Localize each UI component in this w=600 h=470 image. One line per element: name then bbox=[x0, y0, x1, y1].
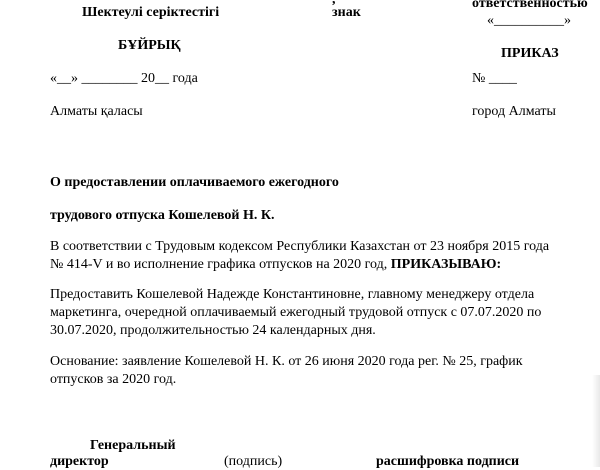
signature-position-line-1: Генеральный bbox=[90, 438, 176, 453]
order-paragraph: Предоставить Кошелевой Надежде Константиновне, главному менеджеру отдела маркетинга, очередной оплачиваемый ежегодный трудовой отпуск с 07.07.2020 по 30.07.2020, продолжительностью 24 календарных дня. bbox=[50, 287, 542, 338]
signature-label: (подпись) bbox=[224, 454, 283, 469]
page-edge-shadow bbox=[592, 375, 600, 467]
title-line-2: трудового отпуска Кошелевой Н. К. bbox=[50, 208, 275, 223]
preamble-bold: ПРИКАЗЫВАЮ: bbox=[390, 257, 502, 272]
date-line: «__» ________ 20__ года bbox=[50, 71, 198, 86]
preamble-text: В соответствии с Трудовым кодексом Республики Казахстан от 23 ноября 2015 года № 414-V и во исполнение графика отпусков на 2020 год, bbox=[50, 239, 550, 272]
signature-position-line-2: директор bbox=[50, 454, 109, 469]
sign-label: знак bbox=[332, 5, 361, 20]
doc-type-kz: БҰЙРЫҚ bbox=[118, 38, 181, 53]
city-ru: город Алматы bbox=[472, 104, 556, 119]
preamble-paragraph bbox=[50, 238, 560, 274]
title-line-1: О предоставлении оплачиваемого ежегодного bbox=[50, 175, 339, 190]
order-number: № ____ bbox=[472, 71, 517, 86]
signature-decoding-label: расшифровка подписи bbox=[376, 454, 520, 469]
org-line-kz: Шектеулі серіктестігі bbox=[82, 5, 220, 20]
city-kz: Алматы қаласы bbox=[50, 104, 143, 119]
doc-type-ru: ПРИКАЗ bbox=[501, 46, 559, 61]
org-line-ru: ответственностью bbox=[472, 0, 588, 11]
basis-paragraph: Основание: заявление Кошелевой Н. К. от 26 июня 2020 года рег. № 25, график отпусков за 2020 год. bbox=[50, 354, 523, 387]
org-name-ru: «__________» bbox=[487, 13, 571, 28]
